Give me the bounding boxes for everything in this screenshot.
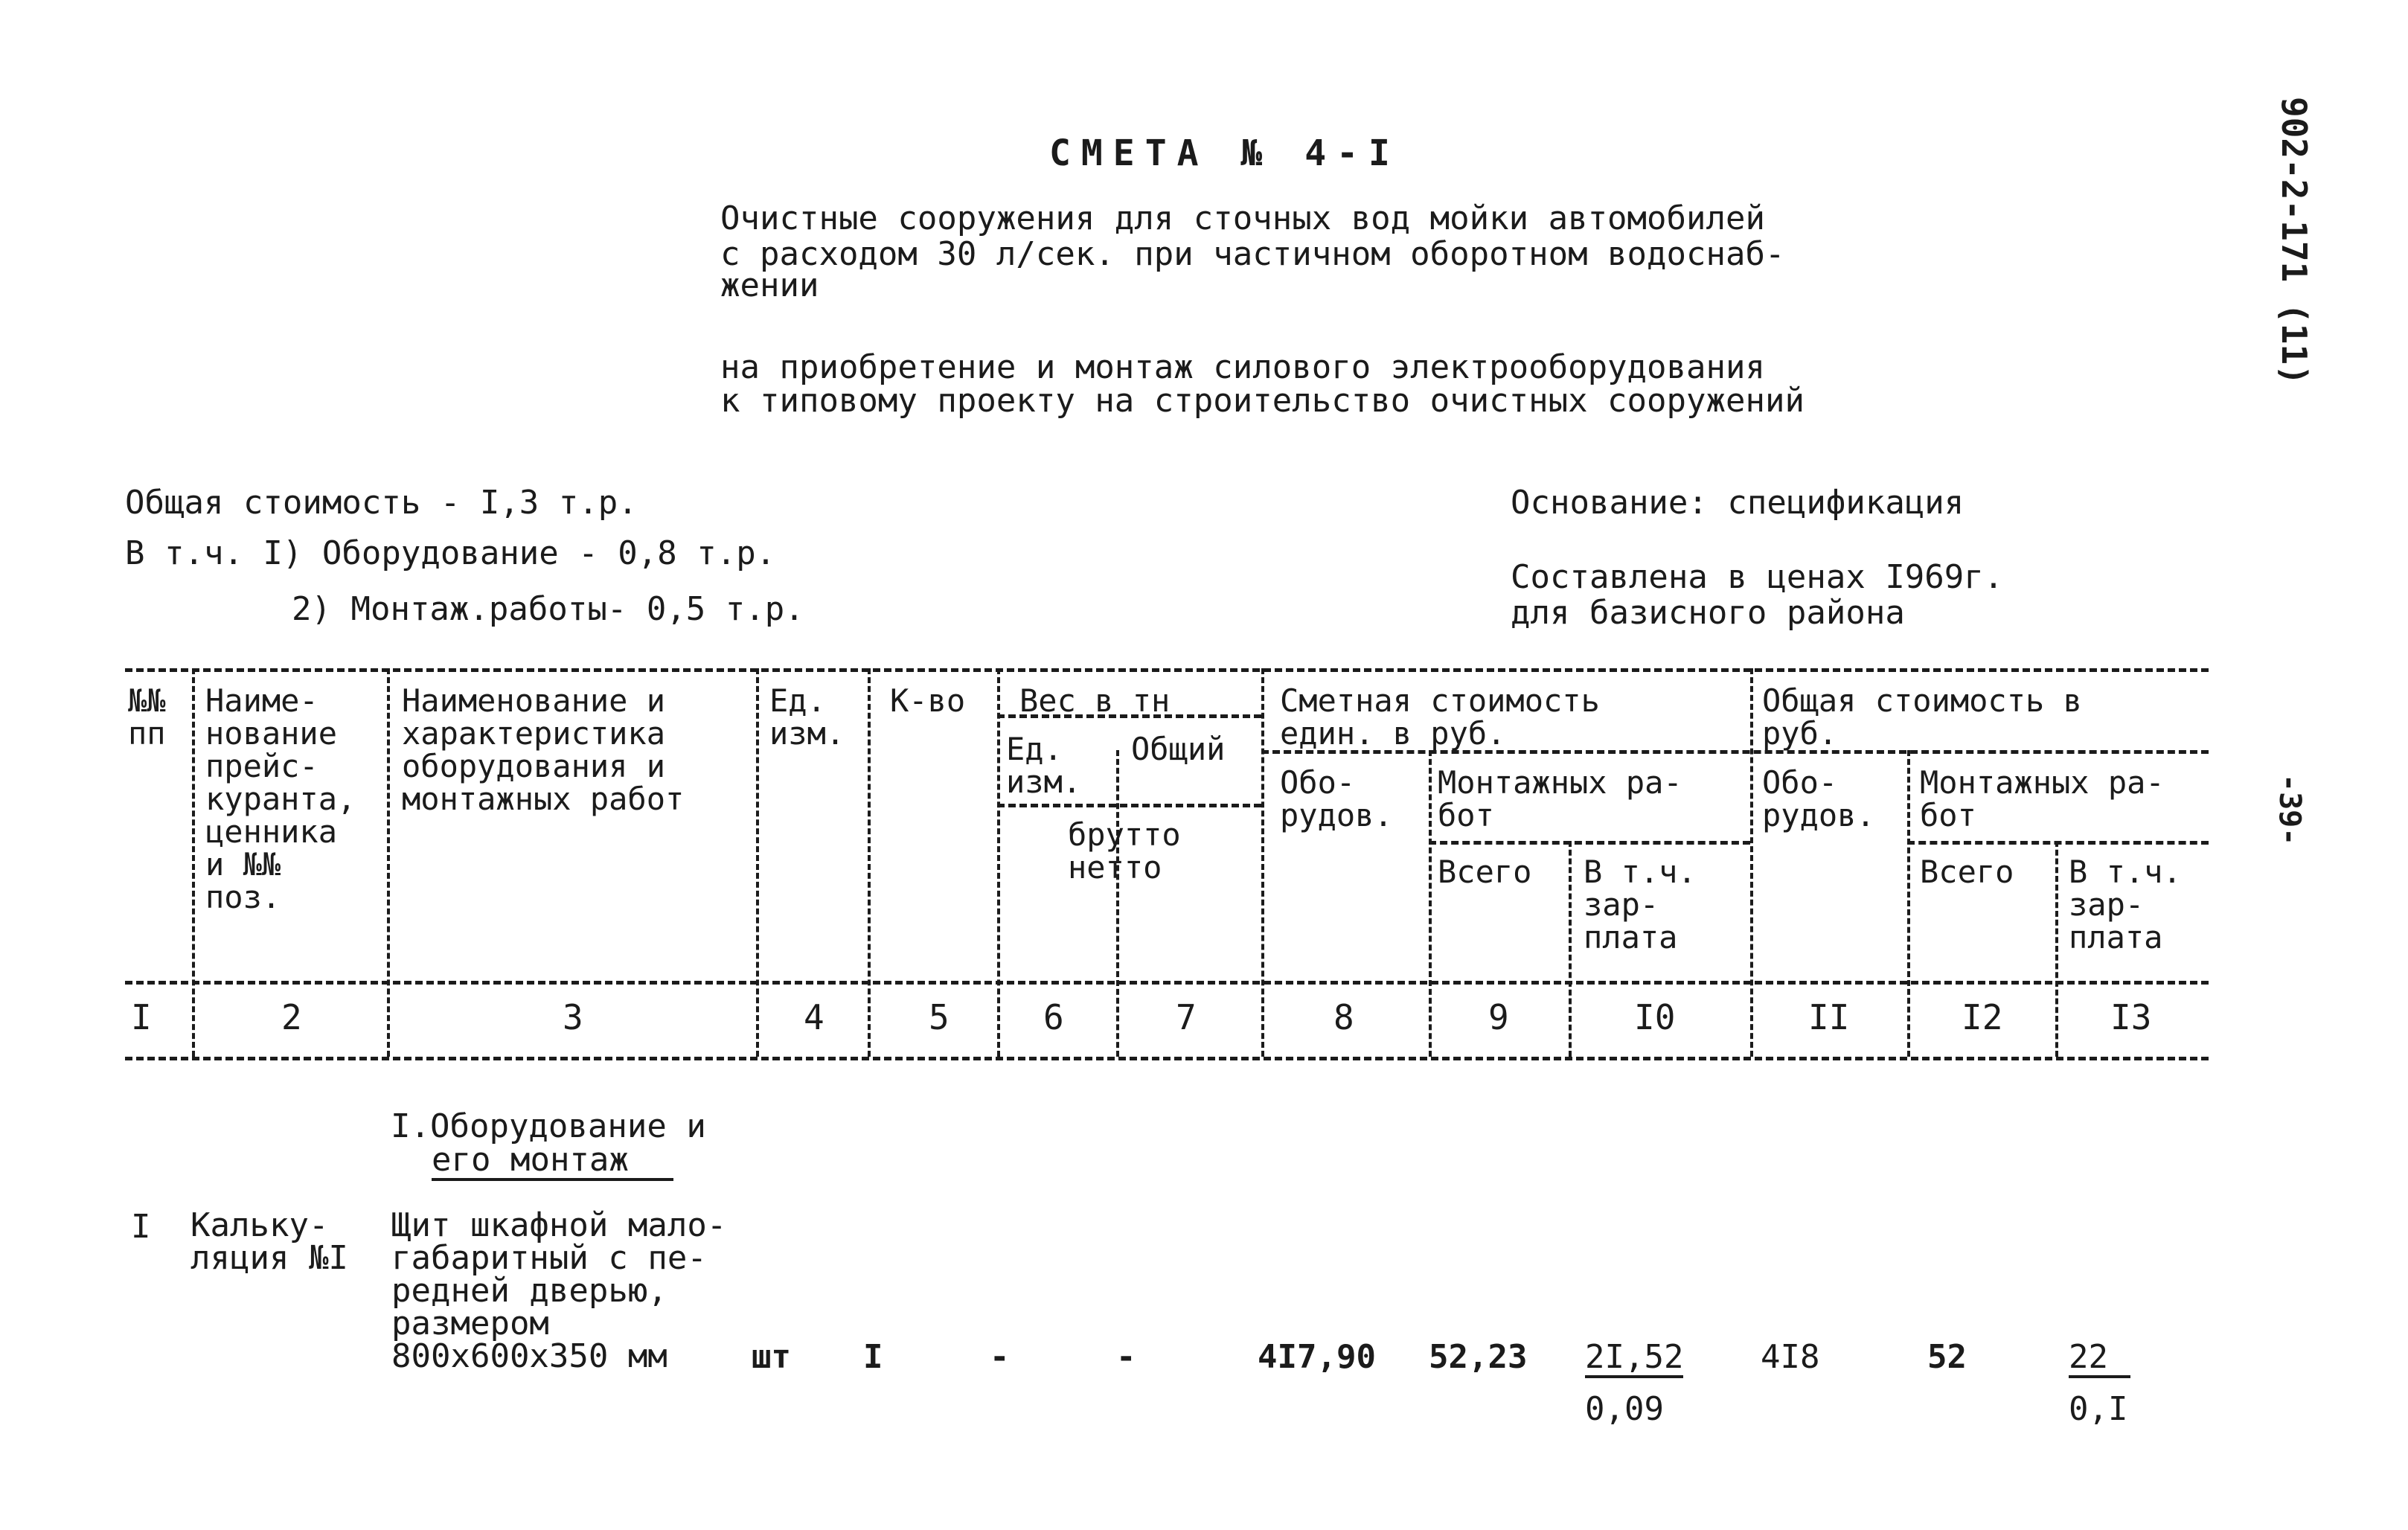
column-number: 2 (281, 997, 302, 1037)
col-divider (868, 668, 871, 1057)
purpose-line-1: на приобретение и монтаж силового электрооборудования (720, 348, 1765, 386)
col-divider (1569, 841, 1572, 1057)
column-number: 9 (1488, 997, 1509, 1037)
col-header-equipment-unit: Обо- рудов. (1280, 764, 1393, 833)
section-title-line-1: I.Оборудование и (391, 1107, 706, 1145)
col-header-total-cost: Общая стоимость в руб. (1762, 682, 2082, 752)
table-top-line (125, 668, 2209, 672)
col-header-no: №№ пп (128, 682, 166, 752)
row-equipment-total-cost: 4I8 (1761, 1338, 1820, 1376)
column-number: 8 (1333, 997, 1354, 1037)
basis: Основание: спецификация (1511, 484, 1964, 522)
col-divider (1429, 750, 1432, 1057)
side-document-code: 902-2-171 (11) (2274, 97, 2314, 385)
col-header-brutto-netto: брутто нетто (1068, 816, 1181, 886)
col-header-description: Наименование и характеристика оборудования и монтажных работ (402, 682, 685, 817)
col-header-equipment-total: Обо- рудов. (1762, 764, 1875, 833)
column-number: II (1808, 997, 1850, 1037)
estimate-title: СМЕТА № 4-I (1049, 132, 1400, 174)
col-header-wage-unit: В т.ч. зар- плата (1584, 854, 1697, 956)
section-title-line-2: его монтаж (432, 1142, 673, 1181)
installation-cost: 2) Монтаж.работы- 0,5 т.р. (292, 590, 804, 628)
description-line-1: Очистные сооружения для сточных вод мойки автомобилей (720, 199, 1765, 237)
prices-line-1: Составлена в ценах I969г. (1511, 558, 2004, 596)
page-number: -39- (2273, 774, 2307, 846)
col-header-install-total: Монтажных ра- бот (1920, 764, 2165, 833)
col-divider (1261, 668, 1264, 1057)
equipment-cost: В т.ч. I) Оборудование - 0,8 т.р. (125, 534, 776, 572)
col-divider (756, 668, 759, 1057)
column-number: I2 (1962, 997, 2003, 1037)
row-quantity: I (863, 1338, 883, 1376)
col-divider (1907, 750, 1910, 1057)
column-number: 4 (804, 997, 824, 1037)
column-number: I3 (2110, 997, 2152, 1037)
table-numbers-bottom-line (125, 1057, 2209, 1060)
col-divider (997, 668, 1000, 1057)
col-divider (2055, 841, 2058, 1057)
row-weight-unit: - (990, 1338, 1010, 1376)
column-number: 5 (929, 997, 950, 1037)
purpose-line-2: к типовому проекту на строительство очистных сооружений (720, 382, 1805, 420)
col-divider (1750, 668, 1753, 1057)
row-item-name: Щит шкафной мало- габаритный с пе- редней дверью, размером 800x600x350 мм (391, 1206, 727, 1375)
prices-line-2: для базисного района (1511, 594, 1905, 632)
row-number: I (131, 1208, 151, 1246)
row-install-total-cost: 52 (1927, 1338, 1967, 1376)
row-equipment-unit-cost: 4I7,90 (1258, 1338, 1376, 1376)
column-number: 6 (1043, 997, 1064, 1037)
col-header-wage-total: В т.ч. зар- плата (2069, 854, 2182, 956)
col-header-unit-cost: Сметная стоимость един. в руб. (1280, 682, 1600, 752)
row-weight-total: - (1116, 1338, 1136, 1376)
col-divider (1116, 750, 1119, 1057)
row-install-unit-cost: 52,23 (1429, 1338, 1528, 1376)
weight-subline (997, 804, 1261, 807)
row-wage-unit-sub: 0,09 (1585, 1390, 1664, 1428)
col-divider (192, 668, 195, 1057)
row-wage-total: 22 (2069, 1339, 2130, 1378)
col-header-unit: Ед. изм. (769, 682, 845, 752)
description-line-3: жении (720, 266, 819, 304)
row-unit: шт (752, 1338, 791, 1376)
col-header-price-list: Наиме- нование прейс- куранта, ценника и №№ поз. (205, 682, 356, 915)
col-header-weight-total: Общий (1131, 731, 1226, 767)
col-header-install-unit-total: Всего (1438, 854, 1532, 890)
install-subline-1 (1429, 841, 1750, 845)
col-header-weight: Вес в тн (1019, 682, 1171, 719)
install-subline-2 (1907, 841, 2209, 845)
column-number: I0 (1634, 997, 1676, 1037)
row-reference: Кальку- ляция №I (190, 1206, 348, 1277)
row-wage-total-sub: 0,I (2069, 1390, 2128, 1428)
total-cost: Общая стоимость - I,3 т.р. (125, 484, 638, 522)
row-wage-unit: 2I,52 (1585, 1339, 1683, 1378)
description-line-2: с расходом 30 л/сек. при частичном оборотном водоснаб- (720, 235, 1785, 273)
column-number: I (131, 997, 152, 1037)
column-number: 3 (563, 997, 583, 1037)
col-header-quantity: К-во (890, 682, 966, 719)
col-header-install-unit: Монтажных ра- бот (1438, 764, 1682, 833)
col-header-weight-unit: Ед. изм. (1006, 731, 1082, 800)
header-bottom-line (125, 981, 2209, 985)
column-number: 7 (1176, 997, 1197, 1037)
col-divider (387, 668, 390, 1057)
col-header-install-total-all: Всего (1920, 854, 2014, 890)
